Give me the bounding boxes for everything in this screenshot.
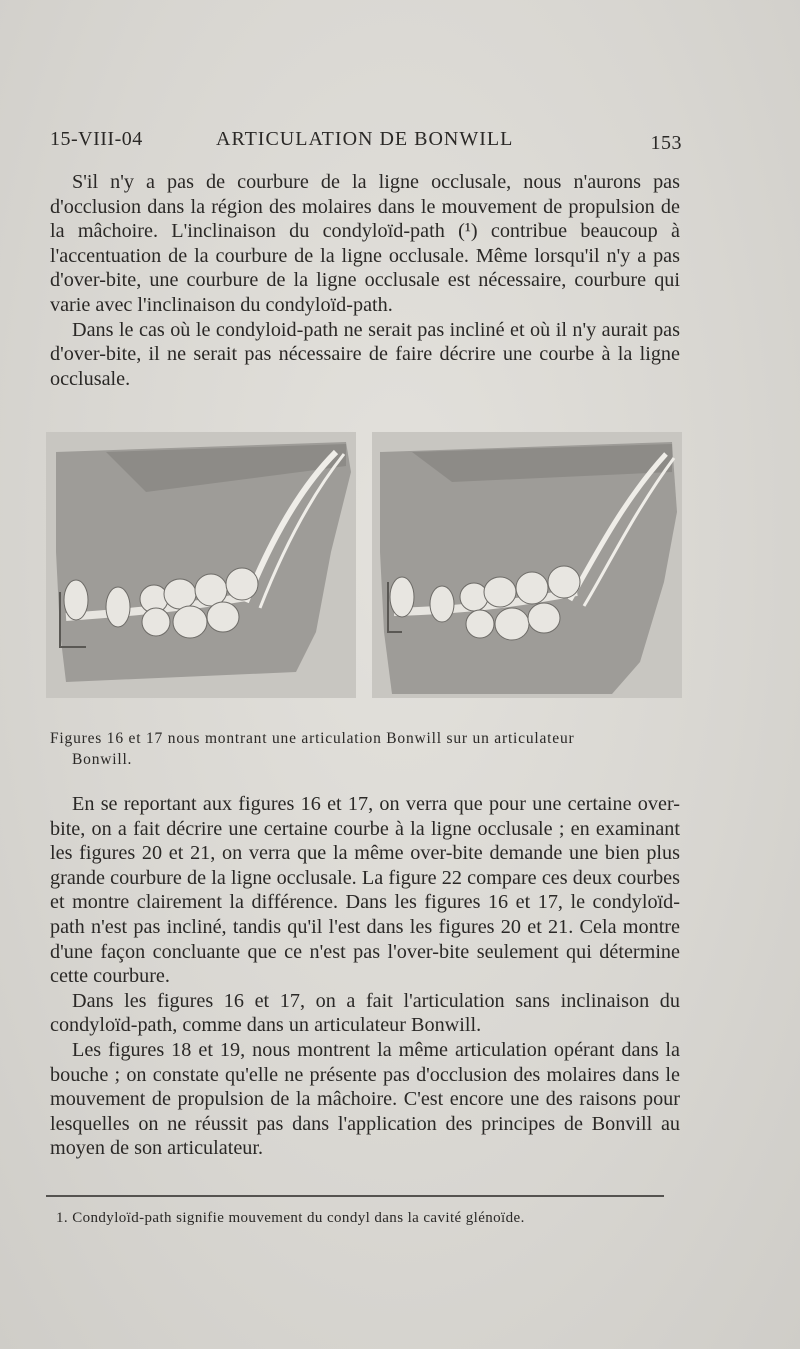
figure-16-illustration <box>46 432 356 698</box>
paragraph: Les figures 18 et 19, nous montrent la même articulation opérant dans la bouche ; on constate qu'elle ne présente pas d'occlusion des molaires dans le mouvement de propulsion de la mâchoire. C'est encore une des raisons pour lesquelles on ne réussit pas dans l'application des principes de Bonvill au moyen de son articulateur. <box>50 1038 680 1160</box>
running-header <box>50 128 682 158</box>
header-date: 15-VIII-04 <box>50 128 143 150</box>
caption-line-2: Bonwill. <box>72 751 133 768</box>
body-text-bottom <box>50 792 680 1161</box>
page-number: 153 <box>650 132 682 154</box>
paragraph: S'il n'y a pas de courbure de la ligne occlusale, nous n'aurons pas d'occlusion dans la région des molaires dans le mouvement de propulsion de la mâchoire. L'inclinaison du condyloïd-path (¹) contribue beaucoup à l'accentuation de la courbure de la ligne occlusale. Même lorsqu'il n'y a pas d'over-bite, une courbure de la ligne occlusale est nécessaire, courbure qui varie avec l'inclinaison du condyloïd-path. <box>50 171 680 316</box>
footnote: 1. Condyloïd-path signifie mouvement du condyl dans la cavité glénoïde. <box>56 1210 525 1226</box>
figure-17-illustration <box>372 432 682 698</box>
footnote-divider <box>46 1195 664 1197</box>
figures-16-17 <box>46 432 686 698</box>
header-title: ARTICULATION DE BONWILL <box>216 128 514 150</box>
figure-caption <box>50 728 682 770</box>
body-text-top <box>50 170 680 391</box>
paragraph: Dans les figures 16 et 17, on a fait l'articulation sans inclinaison du condyloïd-path, comme dans un articulateur Bonwill. <box>50 989 680 1037</box>
caption-line-1: Figures 16 et 17 nous montrant une articulation Bonwill sur un articulateur <box>50 730 575 747</box>
paragraph: Dans le cas où le condyloid-path ne serait pas incliné et où il n'y aurait pas d'over-bite, il ne serait pas nécessaire de faire décrire une courbe à la ligne occlusale. <box>50 318 680 390</box>
paragraph: En se reportant aux figures 16 et 17, on verra que pour une certaine over-bite, on a fait décrire une certaine courbe à la ligne occlusale ; en examinant les figures 20 et 21, on verra que la même over-bite demande une bien plus grande courbure de la ligne occlusale. La figure 22 compare ces deux courbes et montre clairement la différence. Dans les figures 16 et 17, le condyloïd-path n'est pas incliné, tandis qu'il l'est dans les figures 20 et 21. Cela montre d'une façon concluante que ce n'est pas l'over-bite seulement qui détermine cette courbure. <box>50 793 680 988</box>
